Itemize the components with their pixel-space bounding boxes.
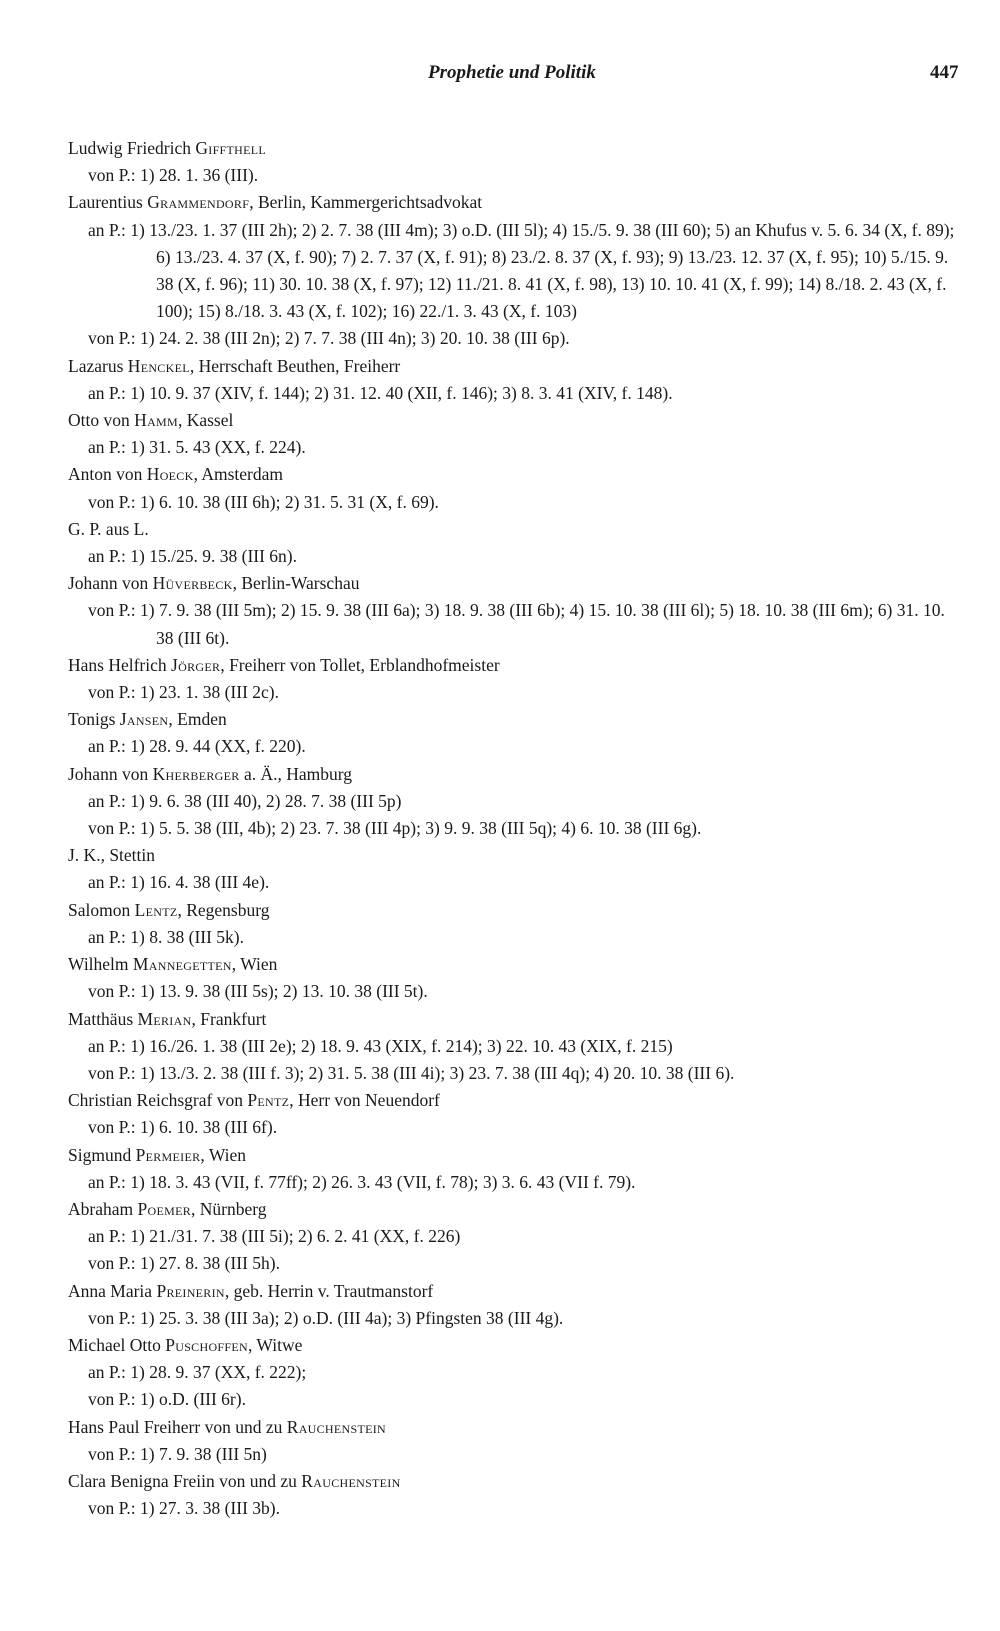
person-first-name: Hans Paul Freiherr von und zu bbox=[68, 1416, 287, 1437]
correspondent-entry bbox=[68, 516, 963, 570]
person-surname: Hüverbeck bbox=[152, 573, 233, 594]
letter-references: an P.: 1) 18. 3. 43 (VII, f. 77ff); 2) 26. 3. 43 (VII, f. 78); 3) 3. 6. 43 (VII f. 79). bbox=[88, 1171, 636, 1192]
person-name bbox=[68, 189, 963, 216]
correspondent-entry bbox=[68, 407, 963, 461]
letter-references: von P.: 1) o.D. (III 6r). bbox=[88, 1389, 246, 1410]
person-details: , Wien bbox=[231, 954, 278, 975]
person-first-name: Matthäus bbox=[68, 1008, 138, 1029]
person-details: , Herr von Neuendorf bbox=[289, 1090, 440, 1111]
letter-references: von P.: 1) 24. 2. 38 (III 2n); 2) 7. 7. 38 (III 4n); 3) 20. 10. 38 (III 6p). bbox=[88, 328, 570, 349]
person-name bbox=[68, 706, 963, 733]
person-name bbox=[68, 1278, 963, 1305]
letter-references: an P.: 1) 13./23. 1. 37 (III 2h); 2) 2. 7. 38 (III 4m); 3) o.D. (III 5l); 4) 15./5. 9. 38 (III 60); 5) an Khufus v. 5. 6. 34 (X, f. 89); 6) 13./23. 4. 37 (X, f. 90); 7) 2. 7. 37 (X, f. 91); 8) 23./2. 8. 37 (X, f. 93); 9) 13./23. 12. 37 (X, f. 95); 10) 5./15. 9. 38 (X, f. 96); 11) 30. 10. 38 (X, f. 97); 12) 11./21. 8. 41 (X, f. 98), 13) 10. 10. 41 (X, f. 99); 14) 8./18. 2. 43 (X, f. 100); 15) 8./18. 3. 43 (X, f. 102); 16) 22./1. 3. 43 (X, f. 103) bbox=[88, 219, 955, 322]
person-name bbox=[68, 1006, 963, 1033]
person-surname: Puschoffen bbox=[165, 1334, 248, 1355]
correspondent-entry bbox=[68, 1142, 963, 1196]
correspondent-entry bbox=[68, 1196, 963, 1278]
letter-references: von P.: 1) 25. 3. 38 (III 3a); 2) o.D. (III 4a); 3) Pfingsten 38 (III 4g). bbox=[88, 1307, 564, 1328]
person-surname: Jörger bbox=[171, 654, 221, 675]
person-name bbox=[68, 1087, 963, 1114]
person-surname: Jansen bbox=[119, 709, 169, 730]
correspondent-entry bbox=[68, 842, 963, 896]
page-header bbox=[0, 62, 1000, 92]
person-first-name: Abraham bbox=[68, 1198, 138, 1219]
letter-references: von P.: 1) 27. 3. 38 (III 3b). bbox=[88, 1498, 280, 1519]
correspondent-entry bbox=[68, 1414, 963, 1468]
person-name bbox=[68, 516, 963, 543]
person-name bbox=[68, 897, 963, 924]
correspondent-entry bbox=[68, 189, 963, 352]
person-first-name: Lazarus bbox=[68, 355, 128, 376]
person-details: , Berlin, Kammergerichtsadvokat bbox=[249, 192, 483, 213]
person-details: , geb. Herrin v. Trautmanstorf bbox=[224, 1280, 434, 1301]
correspondent-entry bbox=[68, 353, 963, 407]
letter-references: von P.: 1) 7. 9. 38 (III 5n) bbox=[88, 1443, 267, 1464]
person-first-name: Ludwig Friedrich bbox=[68, 138, 196, 158]
person-name bbox=[68, 842, 963, 869]
letter-references: an P.: 1) 10. 9. 37 (XIV, f. 144); 2) 31. 12. 40 (XII, f. 146); 3) 8. 3. 41 (XIV, f. 148). bbox=[88, 382, 673, 403]
person-surname: Lentz bbox=[134, 899, 178, 920]
correspondent-entry bbox=[68, 1278, 963, 1332]
person-details: a. Ä., Hamburg bbox=[239, 763, 352, 784]
letter-references: an P.: 1) 21./31. 7. 38 (III 5i); 2) 6. 2. 41 (XX, f. 226) bbox=[88, 1226, 461, 1247]
person-name bbox=[68, 1142, 963, 1169]
letter-references: an P.: 1) 16. 4. 38 (III 4e). bbox=[88, 872, 270, 893]
correspondent-entry bbox=[68, 1332, 963, 1414]
letter-references: von P.: 1) 5. 5. 38 (III, 4b); 2) 23. 7. 38 (III 4p); 3) 9. 9. 38 (III 5q); 4) 6. 10. 38 (III 6g). bbox=[88, 818, 702, 839]
person-surname: Permeier bbox=[135, 1144, 201, 1165]
correspondent-entry bbox=[68, 135, 963, 189]
person-first-name: Tonigs bbox=[68, 709, 120, 730]
correspondent-list bbox=[68, 135, 963, 1522]
person-name bbox=[68, 570, 963, 597]
person-first-name: Christian Reichsgraf von bbox=[68, 1090, 248, 1111]
person-details: , Nürnberg bbox=[191, 1198, 267, 1219]
letter-references: von P.: 1) 6. 10. 38 (III 6f). bbox=[88, 1117, 278, 1138]
person-details: , Frankfurt bbox=[191, 1008, 267, 1029]
correspondent-entry bbox=[68, 897, 963, 951]
person-surname: Kherberger bbox=[152, 763, 240, 784]
person-first-name: Clara Benigna Freiin von und zu bbox=[68, 1470, 302, 1491]
letter-references: an P.: 1) 8. 38 (III 5k). bbox=[88, 926, 245, 947]
letter-references: an P.: 1) 31. 5. 43 (XX, f. 224). bbox=[88, 437, 306, 458]
person-details: , Emden bbox=[168, 709, 227, 730]
correspondent-entry bbox=[68, 761, 963, 843]
person-surname: Henckel bbox=[127, 355, 190, 376]
correspondent-entry bbox=[68, 570, 963, 652]
page-number: 447 bbox=[930, 62, 959, 83]
letter-references: von P.: 1) 13./3. 2. 38 (III f. 3); 2) 31. 5. 38 (III 4i); 3) 23. 7. 38 (III 4q); 4) 20. 10. 38 (III 6). bbox=[88, 1062, 735, 1083]
person-details: , Herrschaft Beuthen, Freiherr bbox=[189, 355, 401, 376]
person-name bbox=[68, 1332, 963, 1359]
letter-references: an P.: 1) 28. 9. 37 (XX, f. 222); bbox=[88, 1362, 307, 1383]
correspondent-entry bbox=[68, 1468, 963, 1522]
letter-references: an P.: 1) 15./25. 9. 38 (III 6n). bbox=[88, 546, 298, 567]
person-first-name: Michael Otto bbox=[68, 1334, 166, 1355]
person-name bbox=[68, 1196, 963, 1223]
person-name bbox=[68, 951, 963, 978]
person-first-name: Johann von bbox=[68, 763, 153, 784]
letter-references: von P.: 1) 6. 10. 38 (III 6h); 2) 31. 5. 31 (X, f. 69). bbox=[88, 491, 439, 512]
correspondent-entry bbox=[68, 652, 963, 706]
letter-references: an P.: 1) 9. 6. 38 (III 40), 2) 28. 7. 38 (III 5p) bbox=[88, 790, 402, 811]
person-surname: Poemer bbox=[137, 1198, 192, 1219]
letter-references: an P.: 1) 28. 9. 44 (XX, f. 220). bbox=[88, 736, 306, 757]
person-first-name: Hans Helfrich bbox=[68, 654, 172, 675]
person-details: , Witwe bbox=[247, 1334, 303, 1355]
letter-references: von P.: 1) 7. 9. 38 (III 5m); 2) 15. 9. 38 (III 6a); 3) 18. 9. 38 (III 6b); 4) 15. 10. 38 (III 6l); 5) 18. 10. 38 (III 6m); 6) 31. 10. 38 (III 6t). bbox=[88, 600, 945, 648]
person-details: , Regensburg bbox=[177, 899, 270, 920]
person-first-name: G. P. aus L. bbox=[68, 518, 149, 539]
person-name bbox=[68, 135, 963, 162]
person-first-name: Anna Maria bbox=[68, 1280, 157, 1301]
letter-references: von P.: 1) 23. 1. 38 (III 2c). bbox=[88, 682, 280, 703]
person-name bbox=[68, 407, 963, 434]
person-details: , Freiherr von Tollet, Erblandhofmeister bbox=[220, 654, 500, 675]
person-details: , Kassel bbox=[177, 410, 234, 431]
person-first-name: Johann von bbox=[68, 573, 153, 594]
person-surname: Rauchenstein bbox=[286, 1416, 386, 1437]
letter-references: von P.: 1) 28. 1. 36 (III). bbox=[88, 165, 259, 186]
person-surname: Pentz bbox=[247, 1090, 290, 1111]
person-surname: Giffthell bbox=[195, 138, 267, 158]
correspondent-entry bbox=[68, 1087, 963, 1141]
person-first-name: Anton von bbox=[68, 464, 147, 485]
person-first-name: Otto von bbox=[68, 410, 135, 431]
person-surname: Mannegetten bbox=[132, 954, 232, 975]
letter-references: von P.: 1) 27. 8. 38 (III 5h). bbox=[88, 1253, 280, 1274]
correspondent-entry bbox=[68, 461, 963, 515]
person-surname: Hoeck bbox=[146, 464, 194, 485]
person-surname: Grammendorf bbox=[147, 192, 250, 213]
person-name bbox=[68, 761, 963, 788]
person-name bbox=[68, 1468, 963, 1495]
person-surname: Hamm bbox=[134, 410, 178, 431]
person-details: , Berlin-Warschau bbox=[232, 573, 360, 594]
person-name bbox=[68, 353, 963, 380]
letter-references: an P.: 1) 16./26. 1. 38 (III 2e); 2) 18. 9. 43 (XIX, f. 214); 3) 22. 10. 43 (XIX, f. 215) bbox=[88, 1035, 673, 1056]
person-surname: Rauchenstein bbox=[301, 1470, 401, 1491]
person-surname: Merian bbox=[137, 1008, 192, 1029]
correspondent-entry bbox=[68, 1006, 963, 1088]
person-name bbox=[68, 1414, 963, 1441]
person-first-name: Salomon bbox=[68, 899, 135, 920]
person-name bbox=[68, 652, 963, 679]
person-details: , Amsterdam bbox=[193, 464, 283, 485]
correspondent-entry bbox=[68, 951, 963, 1005]
running-title: Prophetie und Politik bbox=[428, 62, 596, 83]
letter-references: von P.: 1) 13. 9. 38 (III 5s); 2) 13. 10. 38 (III 5t). bbox=[88, 981, 428, 1002]
person-first-name: J. K., Stettin bbox=[68, 845, 156, 866]
person-first-name: Wilhelm bbox=[68, 954, 133, 975]
correspondent-entry bbox=[68, 706, 963, 760]
person-first-name: Sigmund bbox=[68, 1144, 136, 1165]
person-surname: Preinerin bbox=[156, 1280, 225, 1301]
person-first-name: Laurentius bbox=[68, 192, 148, 213]
person-details: , Wien bbox=[200, 1144, 247, 1165]
person-name bbox=[68, 461, 963, 488]
